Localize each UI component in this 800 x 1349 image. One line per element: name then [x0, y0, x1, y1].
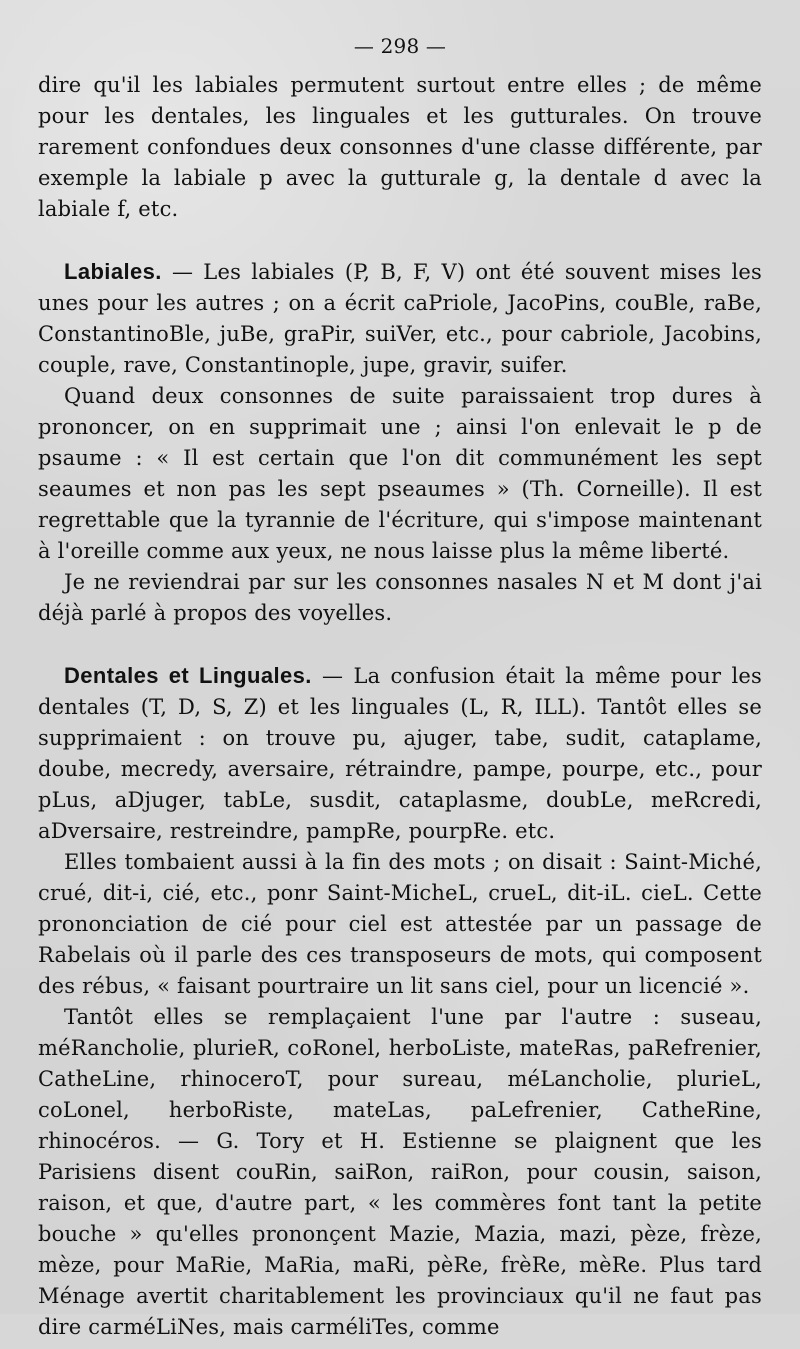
- dentales-paragraph: [38, 660, 762, 847]
- labiales-paragraph-2: Quand deux consonnes de suite paraissaient trop dures à prononcer, on en supprimait une ; ainsi l'on enlevait le p de psaume : « Il est certain que l'on dit communément les sept seaumes et non pas les sept pseaumes » (Th. Corneille). Il est regrettable que la tyrannie de l'écriture, qui s'impose maintenant à l'oreille comme aux yeux, ne nous laisse plus la même liberté.: [38, 384, 762, 563]
- page-number: — 298 —: [353, 34, 447, 58]
- dentales-paragraph-3: Tantôt elles se remplaçaient l'une par l'autre : suseau, méRancholie, plurieR, coRonel, herboListe, mateRas, paRefrenier, CatheLine, rhinoceroT, pour sureau, méLancholie, plurieL, coLonel, herboRiste, mateLas, paLefrenier, CatheRine, rhinocéros. — G. Tory et H. Estienne se plaignent que les Parisiens disent couRin, saiRon, raiRon, pour cousin, saison, raison, et que, d'autre part, « les commères font tant la petite bouche » qu'elles prononçent Mazie, Mazia, mazi, pèze, frèze, mèze, pour MaRie, MaRia, maRi, pèRe, frèRe, mèRe. Plus tard Ménage avertit charitablement les provinciaux qu'il ne faut pas dire carméLiNes, mais carméliTes, comme: [38, 1005, 762, 1339]
- dentales-paragraph-2: Elles tombaient aussi à la fin des mots ; on disait : Saint-Miché, crué, dit-i, cié, etc., ponr Saint-MicheL, crueL, dit-iL. cieL. Cette prononciation de cié pour ciel est attestée par un passage de Rabelais où il parle des ces transposeurs de mots, qui composent des rébus, « faisant pourtraire un lit sans ciel, pour un licencié ».: [38, 850, 762, 998]
- dentales-heading: Dentales et Linguales.: [64, 663, 312, 688]
- section-gap: [38, 225, 762, 256]
- section-gap-2: [38, 629, 762, 660]
- labiales-paragraph-3: Je ne reviendrai par sur les consonnes nasales N et M dont j'ai déjà parlé à propos des voyelles.: [38, 570, 762, 625]
- labiales-text: — Les labiales (P, B, F, V) ont été souvent mises les unes pour les autres ; on a écrit caPriole, JacoPins, couBle, raBe, ConstantinoBle, juBe, graPir, suiVer, etc., pour cabriole, Jacobins, couple, rave, Constantinople, jupe, gravir, suifer.: [38, 260, 762, 377]
- dentales-text: — La confusion était la même pour les dentales (T, D, S, Z) et les linguales (L, R, ILL). Tantôt elles se supprimaient : on trouve pu, ajuger, tabe, sudit, cataplame, doube, mecredy, aversaire, rétraindre, pampe, pourpe, etc., pour pLus, aDjuger, tabLe, susdit, cataplasme, doubLe, meRcredi, aDversaire, restreindre, pampRe, pourpRe. etc.: [38, 664, 762, 843]
- labiales-paragraph: [38, 256, 762, 381]
- intro-paragraph: dire qu'il les labiales permutent surtout entre elles ; de même pour les dentales, les linguales et les gutturales. On trouve rarement confondues deux consonnes d'une classe différente, par exemple la labiale p avec la gutturale g, la dentale d avec la labiale f, etc.: [38, 73, 762, 221]
- labiales-heading: Labiales.: [64, 259, 162, 284]
- page-content: [38, 32, 762, 1349]
- footer-space: [38, 1343, 762, 1349]
